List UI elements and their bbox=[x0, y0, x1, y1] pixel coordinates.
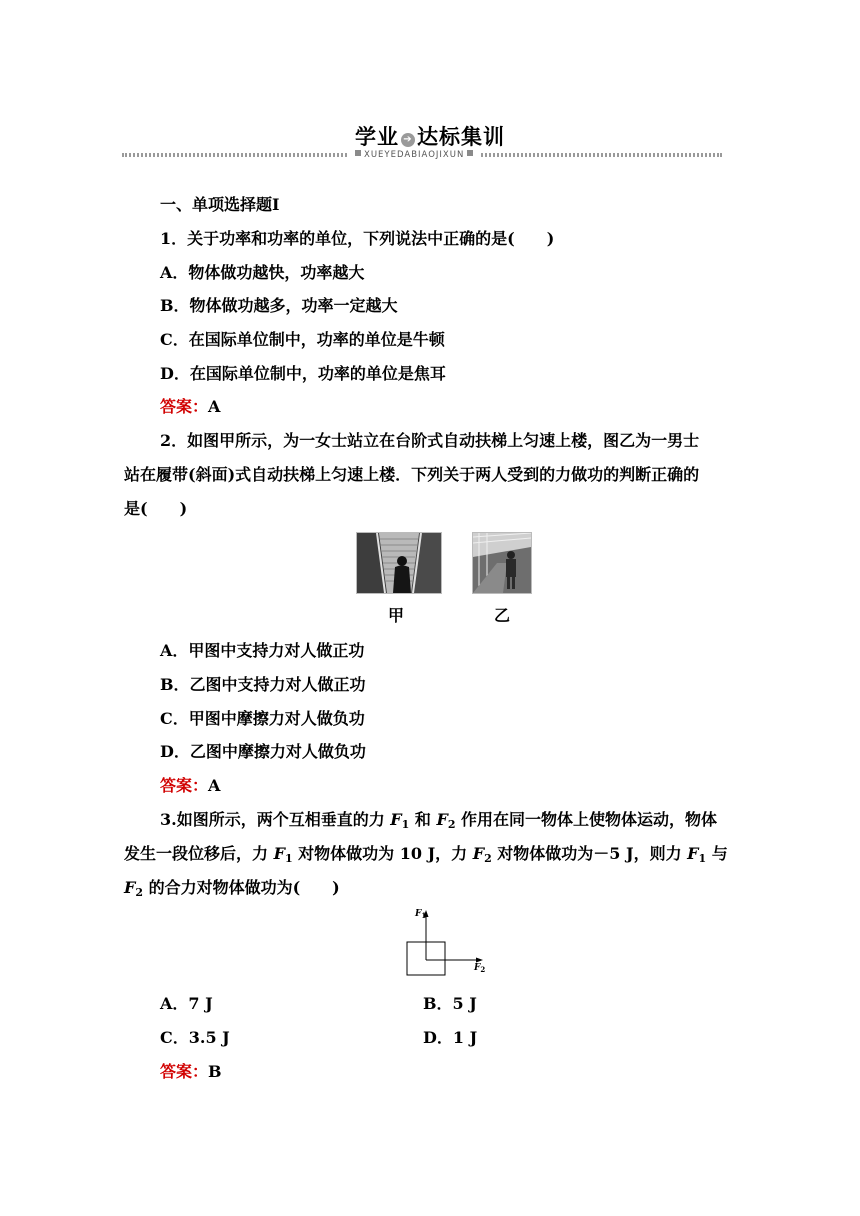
q2-option-d: D．乙图中摩擦力对人做负功 bbox=[160, 742, 366, 761]
arrow-right-icon: ➔ bbox=[401, 133, 415, 147]
q2-stem-line-1: 2．如图甲所示，为一女士站立在台阶式自动扶梯上匀速上楼，图乙为一男士 bbox=[160, 431, 700, 450]
q3-answer bbox=[160, 1062, 222, 1082]
q1-option-d: D．在国际单位制中，功率的单位是焦耳 bbox=[160, 364, 446, 383]
answer-label: 答案： bbox=[160, 1062, 209, 1081]
title-right: 达标集训 bbox=[417, 125, 505, 149]
section-heading: 一、单项选择题Ⅰ bbox=[160, 195, 280, 214]
q1-option-b: B．物体做功越多，功率一定越大 bbox=[160, 296, 398, 315]
q2-option-c: C．甲图中摩擦力对人做负功 bbox=[160, 709, 365, 728]
q1-stem: 1．关于功率和功率的单位，下列说法中正确的是( ) bbox=[160, 229, 555, 248]
fig-label-yi: 乙 bbox=[494, 606, 511, 625]
q2-answer bbox=[160, 776, 220, 796]
q3-option-d: D．1 J bbox=[423, 1028, 478, 1047]
answer-value: A bbox=[208, 776, 221, 795]
header-subtitle: XUEYEDABIAOJIXUN bbox=[348, 149, 480, 161]
answer-value: B bbox=[208, 1062, 222, 1081]
q1-answer bbox=[160, 397, 220, 417]
answer-label: 答案： bbox=[160, 776, 209, 795]
page-title bbox=[0, 121, 860, 151]
q3-option-c: C．3.5 J bbox=[160, 1028, 230, 1047]
answer-value: A bbox=[208, 397, 221, 416]
q3-stem-line-1: 3.如图所示，两个互相垂直的力 $F_1$ 和 $F_2$ 作用在同一物体上使物体运动，物体 bbox=[160, 810, 718, 831]
q3-stem-line-3: $F_2$ 的合力对物体做功为( ) bbox=[124, 878, 340, 899]
q2-option-a: A．甲图中支持力对人做正功 bbox=[160, 641, 365, 660]
force-f2-arrowhead bbox=[476, 958, 483, 963]
q2-stem-line-3: 是( ) bbox=[124, 499, 188, 518]
q3-option-a: A．7 J bbox=[160, 994, 213, 1013]
f1-label: $F_1$ bbox=[415, 909, 427, 920]
q2-stem-line-2: 站在履带(斜面)式自动扶梯上匀速上楼．下列关于两人受到的力做功的判断正确的 bbox=[124, 465, 700, 484]
q1-option-c: C．在国际单位制中，功率的单位是牛顿 bbox=[160, 330, 445, 349]
walkway-photo-yi bbox=[472, 532, 532, 594]
q3-stem-line-2: 发生一段位移后，力 $F_1$ 对物体做功为 10 J，力 $F_2$ 对物体做功为－5 J，则力 $F_1$ 与 bbox=[124, 844, 728, 865]
fig-label-jia: 甲 bbox=[388, 606, 405, 625]
answer-label: 答案： bbox=[160, 397, 209, 416]
q1-option-a: A．物体做功越快，功率越大 bbox=[160, 263, 365, 282]
escalator-photo-jia bbox=[356, 532, 442, 594]
f2-label: $F_2$ bbox=[474, 963, 486, 974]
q2-option-b: B．乙图中支持力对人做正功 bbox=[160, 675, 366, 694]
q3-option-b: B．5 J bbox=[423, 994, 477, 1013]
title-left: 学业 bbox=[355, 125, 399, 149]
